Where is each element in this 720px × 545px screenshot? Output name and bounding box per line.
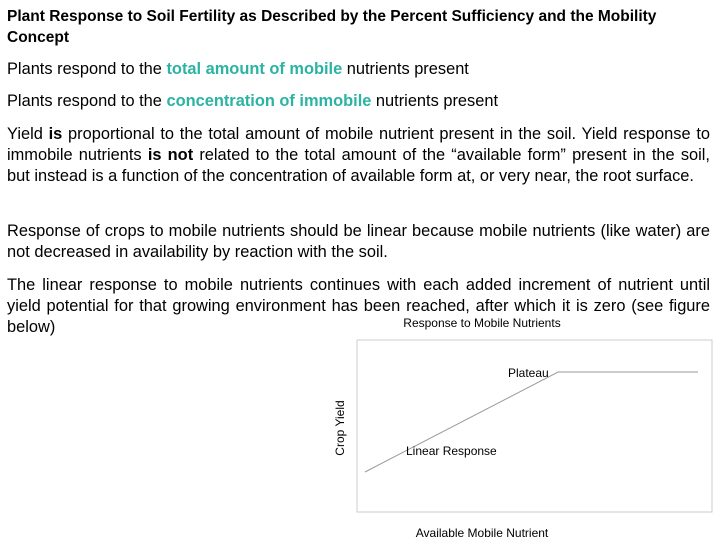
immobile-statement-post: nutrients present — [371, 92, 499, 110]
y-axis-label: Crop Yield — [333, 400, 347, 456]
linear-response-paragraph: The linear response to mobile nutrients continues with each added increment of nutrient until yield potential for that growing environment has been reached, after which it is zero (see figure below) — [7, 276, 710, 336]
immobile-statement-pre: Plants respond to the — [7, 92, 167, 110]
yield-text-3: related to the total amount of the “available form” present in the soil, but instead is a function of the concentration of available form at, or very near, the root surface. — [7, 146, 710, 185]
immobile-nutrient-statement — [7, 91, 713, 112]
page-title: Plant Response to Soil Fertility as Described by the Percent Sufficiency and the Mobility Concept — [7, 8, 657, 46]
mobile-nutrient-statement — [7, 59, 713, 80]
mobile-statement-post: nutrients present — [342, 60, 469, 78]
response-paragraph: Response of crops to mobile nutrients should be linear because mobile nutrients (like water) are not decreased in availability by reaction with the soil. — [7, 222, 710, 261]
response-chart — [320, 312, 720, 540]
immobile-statement-highlight: concentration of immobile — [166, 92, 372, 110]
chart-title: Response to Mobile Nutrients — [403, 316, 561, 330]
mobile-nutrient-response-figure — [320, 312, 720, 540]
plateau-label: Plateau — [508, 366, 549, 380]
yield-paragraph — [7, 124, 710, 187]
mobile-statement-pre: Plants respond to the — [7, 60, 167, 78]
linear-response-label: Linear Response — [406, 444, 497, 458]
yield-bold-is: is — [48, 125, 63, 143]
mobile-statement-highlight: total amount of mobile — [166, 60, 343, 78]
x-axis-label: Available Mobile Nutrient — [415, 526, 549, 540]
yield-text-1: Yield — [7, 125, 49, 143]
yield-bold-is-not: is not — [147, 146, 194, 164]
yield-text-2: proportional to the total amount of mobile nutrient present in the soil. Yield response to immobile nutrients — [7, 125, 710, 164]
